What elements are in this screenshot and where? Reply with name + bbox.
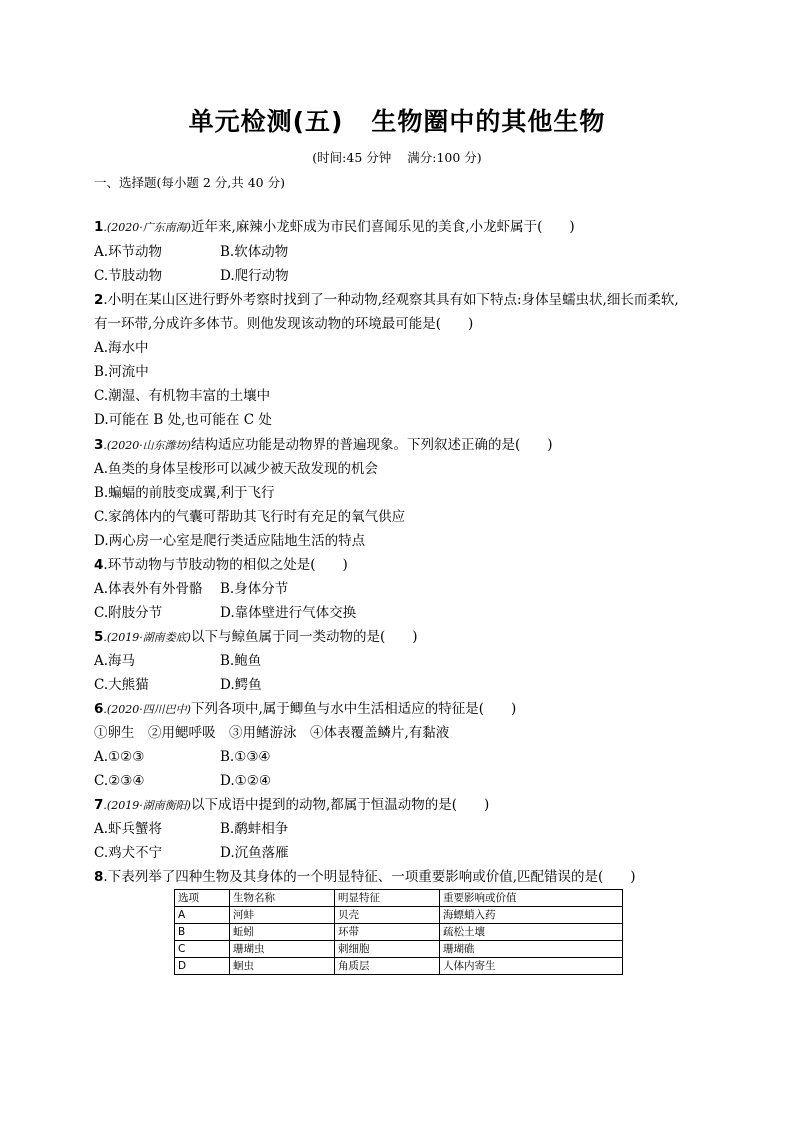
table-header-cell: 生物名称	[230, 890, 335, 907]
question-source: .(2019·湖南衡阳)	[103, 799, 191, 812]
option-d: D.两心房一心室是爬行类适应陆地生活的特点	[94, 533, 366, 549]
question-text: 近年来,麻辣小龙虾成为市民们喜闻乐见的美食,小龙虾属于( )	[190, 219, 575, 235]
option-b: B.①③④	[220, 749, 271, 765]
question-1	[94, 218, 575, 237]
option-b: B.鲍鱼	[220, 653, 262, 669]
exam-info	[0, 148, 794, 166]
question-items: ①卵生 ②用鳃呼吸 ③用鳍游泳 ④体表覆盖鳞片,有黏液	[94, 725, 450, 741]
table-cell: 贝壳	[335, 907, 440, 924]
table-row	[175, 941, 623, 958]
exam-time: (时间:45 分钟	[312, 150, 392, 165]
question-text: .环节动物与节肢动物的相似之处是( )	[103, 557, 348, 573]
option-c: C.大熊猫	[94, 677, 149, 693]
option-c: C.②③④	[94, 773, 145, 789]
table-header-cell: 明显特征	[335, 890, 440, 907]
option-b: B.身体分节	[220, 581, 289, 597]
question-4	[94, 556, 348, 574]
question-number: 7	[94, 797, 104, 813]
option-a: A.环节动物	[94, 244, 163, 260]
page-title	[0, 102, 794, 138]
question-text: .小明在某山区进行野外考察时找到了一种动物,经观察其具有如下特点:身体呈蠕虫状,细长而柔软,	[103, 292, 679, 308]
table-row	[175, 924, 623, 941]
table-header-cell: 重要影响或价值	[440, 890, 623, 907]
option-d: D.靠体壁进行气体交换	[220, 605, 357, 621]
option-d: D.鳄鱼	[220, 677, 262, 693]
options-row	[94, 243, 289, 261]
table-cell: 蛔虫	[230, 958, 335, 975]
section-heading: 一、选择题(每小题 2 分,共 40 分)	[94, 175, 285, 190]
question-source: .(2020·四川巴中)	[103, 703, 191, 716]
question-2	[94, 291, 679, 309]
table-cell: 海螵蛸入药	[440, 907, 623, 924]
options-row	[94, 676, 262, 694]
table-cell: 环带	[335, 924, 440, 941]
option-c: C.节肢动物	[94, 268, 163, 284]
title-unit: 单元检测(五)	[188, 107, 344, 136]
option-d: D.爬行动物	[220, 268, 289, 284]
question-number: 8	[94, 869, 104, 885]
question-source: .(2019·湖南娄底)	[103, 631, 191, 644]
options-row	[94, 267, 289, 285]
option-a: A.①②③	[94, 749, 145, 765]
question-text: 以下成语中提到的动物,都属于恒温动物的是( )	[190, 797, 490, 813]
question-number: 5	[94, 629, 104, 645]
question-7	[94, 796, 489, 815]
question-number: 4	[94, 557, 104, 573]
table-cell: 蚯蚓	[230, 924, 335, 941]
options-row	[94, 604, 357, 622]
table-cell: 珊瑚虫	[230, 941, 335, 958]
option-d: D.沉鱼落雁	[220, 845, 289, 861]
question-source: .(2020·广东南海)	[103, 221, 191, 234]
table-cell: D	[175, 958, 230, 975]
title-topic: 生物圈中的其他生物	[371, 107, 606, 136]
option-a: A.海水中	[94, 340, 149, 356]
question-number: 2	[94, 292, 104, 308]
question-number: 1	[94, 219, 104, 235]
option-c: C.鸡犬不宁	[94, 845, 163, 861]
table-cell: A	[175, 907, 230, 924]
option-a: A.体表外有外骨骼	[94, 581, 203, 597]
option-b: B.鹬蚌相争	[220, 821, 289, 837]
option-c: C.附肢分节	[94, 605, 163, 621]
options-row	[94, 652, 262, 670]
comparison-table	[174, 889, 623, 975]
question-text: .下表列举了四种生物及其身体的一个明显特征、一项重要影响或价值,匹配错误的是( )	[103, 869, 636, 885]
option-b: B.蝙蝠的前肢变成翼,利于飞行	[94, 485, 275, 501]
question-number: 6	[94, 701, 104, 717]
table-cell: 河蚌	[230, 907, 335, 924]
question-8	[94, 868, 636, 886]
options-row	[94, 820, 289, 838]
table-cell: 刺细胞	[335, 941, 440, 958]
question-number: 3	[94, 437, 104, 453]
options-row	[94, 748, 271, 766]
option-b: B.软体动物	[220, 244, 289, 260]
question-text: 以下与鲸鱼属于同一类动物的是( )	[190, 629, 418, 645]
option-c: C.潮湿、有机物丰富的土壤中	[94, 388, 271, 404]
table-row	[175, 958, 623, 975]
option-b: B.河流中	[94, 364, 149, 380]
option-a: A.鱼类的身体呈梭形可以减少被天敌发现的机会	[94, 461, 379, 477]
options-row	[94, 844, 289, 862]
table-cell: 疏松土壤	[440, 924, 623, 941]
table-cell: 人体内寄生	[440, 958, 623, 975]
question-text-continued: 有一环带,分成许多体节。则他发现该动物的环境最可能是( )	[94, 316, 474, 332]
exam-score: 满分:100 分)	[407, 150, 482, 165]
table-cell: 角质层	[335, 958, 440, 975]
table-row	[175, 907, 623, 924]
question-source: .(2020·山东潍坊)	[103, 439, 191, 452]
option-d: D.可能在 B 处,也可能在 C 处	[94, 412, 272, 428]
table-header-cell: 选项	[175, 890, 230, 907]
table-cell: C	[175, 941, 230, 958]
table-cell: 珊瑚礁	[440, 941, 623, 958]
option-c: C.家鸽体内的气囊可帮助其飞行时有充足的氧气供应	[94, 509, 406, 525]
table-header-row	[175, 890, 623, 907]
question-5	[94, 628, 418, 647]
question-3	[94, 436, 553, 455]
options-row	[94, 580, 289, 598]
options-row	[94, 772, 271, 790]
table-cell: B	[175, 924, 230, 941]
question-text: 下列各项中,属于鲫鱼与水中生活相适应的特征是( )	[190, 701, 517, 717]
question-text: 结构适应功能是动物界的普遍现象。下列叙述正确的是( )	[190, 437, 553, 453]
option-d: D.①②④	[220, 773, 271, 789]
question-6	[94, 700, 516, 719]
option-a: A.海马	[94, 653, 136, 669]
option-a: A.虾兵蟹将	[94, 821, 163, 837]
